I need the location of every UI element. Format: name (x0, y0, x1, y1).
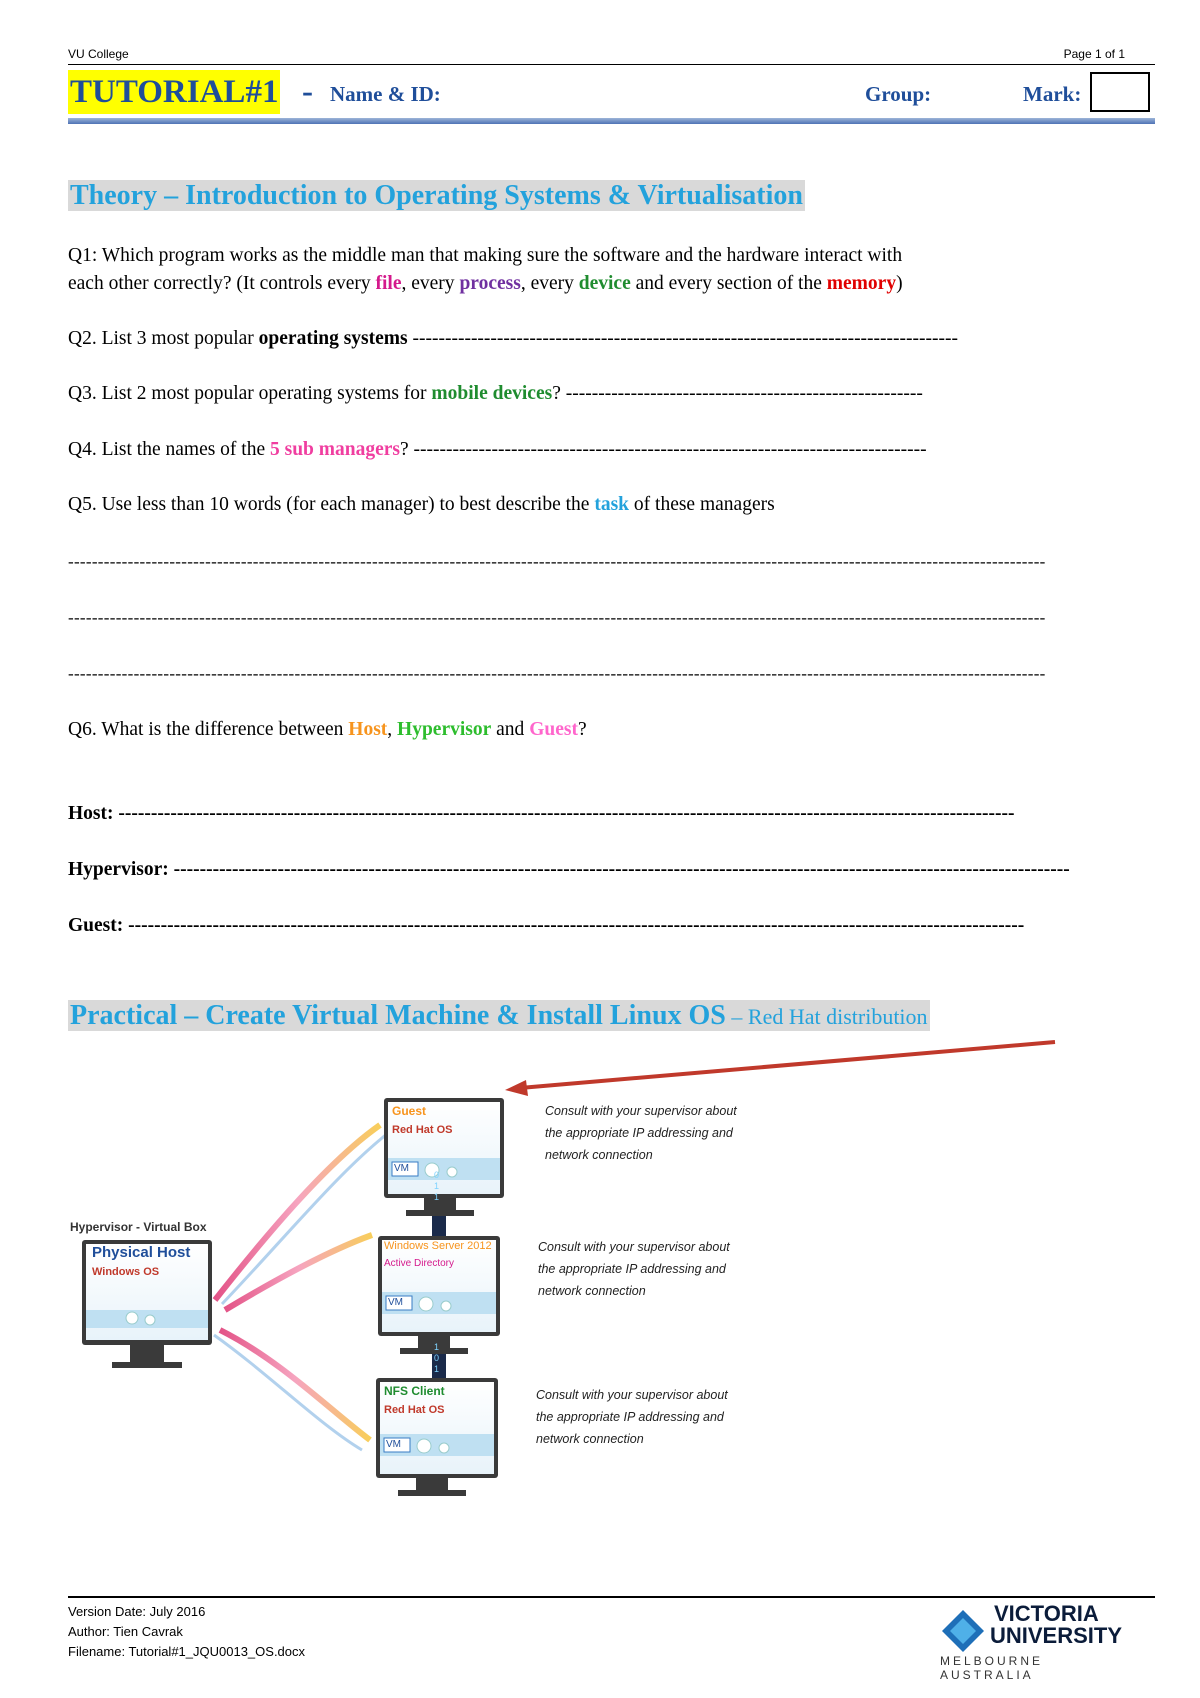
logo-victoria: VICTORIA (994, 1601, 1099, 1626)
q3-mobile: mobile devices (431, 383, 553, 404)
note-3-line-1: Consult with your supervisor about (536, 1388, 728, 1402)
windows-os-label: Windows OS (92, 1266, 160, 1278)
q2 (68, 325, 958, 353)
q1-sep1: , every (401, 273, 460, 294)
logo-melbourne: MELBOURNE AUSTRALIA (940, 1654, 1044, 1682)
note-1-line-1: Consult with your supervisor about (545, 1104, 737, 1118)
mark-label: Mark: (1023, 82, 1082, 106)
note-2-line-1: Consult with your supervisor about (538, 1240, 730, 1254)
note-1-line-3: network connection (545, 1148, 653, 1162)
vm-badge-1: VM (394, 1163, 409, 1174)
host-answer[interactable] (68, 800, 1138, 828)
windows-server-label: Windows Server 2012 (384, 1240, 492, 1252)
swoosh-lower (220, 1330, 370, 1440)
name-id-label: Name & ID: (330, 82, 441, 106)
nfs-client-label: NFS Client (384, 1384, 445, 1398)
college-name: VU College (68, 47, 129, 61)
host-line[interactable]: ------------------------------------------------------------------------------------------------------------------------------------------ (118, 803, 1015, 824)
note-2-line-2: the appropriate IP addressing and (538, 1262, 726, 1276)
host-label: Host: (68, 803, 114, 824)
vu-diamond-icon (940, 1608, 986, 1654)
guest-label: Guest: (68, 915, 124, 936)
q6 (68, 716, 587, 744)
q3-answer-line[interactable]: ? ------------------------------------------------------- (552, 383, 923, 404)
q3 (68, 380, 923, 408)
guest-answer[interactable] (68, 912, 1138, 940)
practical-title-text: Practical – Create Virtual Machine & Install Linux OS (70, 1000, 726, 1031)
swoosh-middle (225, 1235, 372, 1310)
q1-end: ) (896, 273, 903, 294)
q1-line2 (68, 270, 903, 298)
victoria-university-logo (940, 1601, 1140, 1682)
q1-line1: Q1: Which program works as the middle man that making sure the software and the hardware interact with (68, 245, 903, 266)
q6-guest: Guest (529, 719, 578, 740)
note-3-line-2: the appropriate IP addressing and (536, 1410, 724, 1424)
hypervisor-label: Hypervisor: (68, 859, 169, 880)
q5-answer-line-2[interactable]: -------------------------------------------------------------------------------------------------------------------------------------------------------------------- (68, 608, 1046, 627)
q6-text: Q6. What is the difference between (68, 719, 349, 740)
mark-box[interactable] (1090, 72, 1150, 112)
hypervisor-line[interactable]: ------------------------------------------------------------------------------------------------------------------------------------------ (173, 859, 1070, 880)
supervisor-note-1 (545, 1100, 737, 1166)
practical-title (68, 1000, 930, 1031)
page-number: Page 1 of 1 (1063, 47, 1125, 61)
red-hat-os-label-2: Red Hat OS (384, 1404, 445, 1416)
supervisor-note-2 (538, 1236, 730, 1302)
guest-vm-label: Guest (392, 1104, 427, 1118)
q5-task: task (594, 494, 630, 515)
hypervisor-answer[interactable] (68, 856, 1138, 884)
q1-memory: memory (826, 273, 897, 294)
title-row (68, 70, 1155, 116)
q5 (68, 491, 775, 519)
q6-host: Host (348, 719, 388, 740)
vm-badge-2: VM (388, 1297, 403, 1308)
version-date: Version Date: July 2016 (68, 1604, 206, 1619)
q3-text: Q3. List 2 most popular operating systems for (68, 383, 432, 404)
author: Author: Tien Cavrak (68, 1624, 183, 1639)
q2-answer-line[interactable]: ------------------------------------------------------------------------------------ (407, 328, 958, 349)
q4-answer-line[interactable]: ? ------------------------------------------------------------------------------- (400, 439, 927, 460)
q2-text: Q2. List 3 most popular (68, 328, 259, 349)
windows-server-vm-monitor (378, 1236, 500, 1354)
binary-text-1: 0 1 1 (434, 1170, 440, 1202)
q4 (68, 436, 927, 464)
q1-file: file (375, 273, 402, 294)
footer-rule (68, 1596, 1155, 1598)
q6-hypervisor: Hypervisor (397, 719, 492, 740)
q5-text: Q5. Use less than 10 words (for each manager) to best describe the (68, 494, 595, 515)
physical-host-label: Physical Host (92, 1244, 191, 1261)
header-rule (68, 64, 1155, 65)
q1-process: process (459, 273, 521, 294)
red-hat-os-label: Red Hat OS (392, 1124, 453, 1136)
group-label: Group: (865, 82, 932, 106)
note-1-line-2: the appropriate IP addressing and (545, 1126, 733, 1140)
q1-mid: and every section of the (630, 273, 827, 294)
tutorial-title: TUTORIAL#1 (68, 70, 280, 114)
active-directory-label: Active Directory (384, 1258, 455, 1269)
vm-badge-3: VM (386, 1439, 401, 1450)
q6-and: and (491, 719, 530, 740)
filename: Filename: Tutorial#1_JQU0013_OS.docx (68, 1644, 306, 1659)
q2-bold: operating systems (258, 328, 408, 349)
q5-answer-line-1[interactable]: -------------------------------------------------------------------------------------------------------------------------------------------------------------------- (68, 552, 1046, 571)
red-arrow (520, 1042, 1055, 1088)
hypervisor-virtualbox-label: Hypervisor - Virtual Box (70, 1220, 207, 1234)
q6-comma: , (387, 719, 398, 740)
swoosh-upper (215, 1125, 380, 1300)
guest-line[interactable]: ------------------------------------------------------------------------------------------------------------------------------------------ (128, 915, 1025, 936)
supervisor-note-3 (536, 1384, 728, 1450)
q1-sep2: , every (520, 273, 579, 294)
footer-info (68, 1602, 305, 1662)
header-band (68, 118, 1155, 124)
q4-text: Q4. List the names of the (68, 439, 270, 460)
q5-answer-line-3[interactable]: -------------------------------------------------------------------------------------------------------------------------------------------------------------------- (68, 664, 1046, 683)
binary-text-2: 1 0 1 (434, 1342, 440, 1374)
q1-device: device (578, 273, 631, 294)
q4-sub-managers: 5 sub managers (270, 439, 401, 460)
title-dash: - (302, 74, 313, 110)
q6-end: ? (577, 719, 587, 740)
practical-subtitle: – Red Hat distribution (725, 1004, 928, 1029)
q1-text: each other correctly? (It controls every (68, 273, 376, 294)
theory-title: Theory – Introduction to Operating Systems & Virtualisation (70, 180, 803, 211)
q5-end: of these managers (629, 494, 775, 515)
arrow-head-icon (505, 1080, 528, 1096)
note-2-line-3: network connection (538, 1284, 646, 1298)
logo-university: UNIVERSITY (990, 1623, 1123, 1648)
note-3-line-3: network connection (536, 1432, 644, 1446)
